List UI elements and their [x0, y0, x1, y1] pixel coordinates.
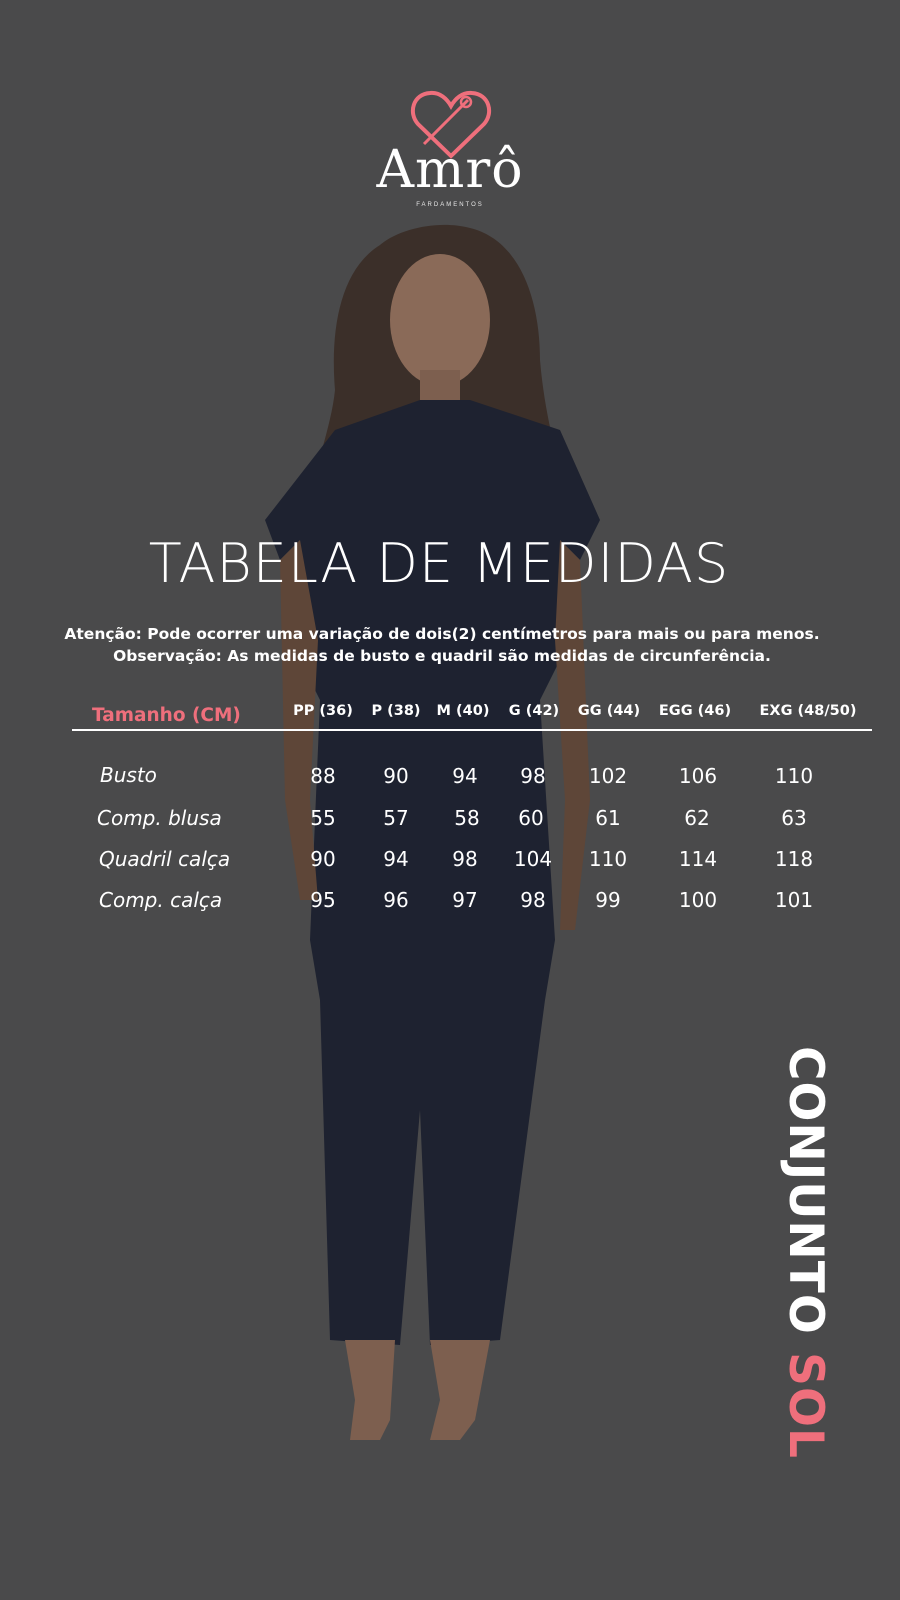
- table-cell: 94: [452, 764, 478, 788]
- table-cell: 62: [684, 806, 710, 830]
- row-label-comp-calca: Comp. calça: [99, 888, 223, 912]
- table-cell: 63: [781, 806, 807, 830]
- size-header: M (40): [436, 703, 490, 719]
- table-cell: 104: [513, 847, 553, 871]
- table-cell: 110: [588, 847, 628, 871]
- table-cell: 102: [588, 764, 628, 788]
- row-label-quadril-calca: Quadril calça: [99, 847, 231, 871]
- product-name-accent: SOL: [778, 1352, 833, 1459]
- table-cell: 98: [520, 888, 546, 912]
- size-header: G (42): [508, 703, 560, 719]
- size-header: PP (36): [293, 703, 353, 719]
- table-cell: 90: [383, 764, 409, 788]
- table-cell: 57: [383, 806, 409, 830]
- brand-name: Amrô: [376, 140, 524, 200]
- row-label-comp-blusa: Comp. blusa: [97, 806, 222, 830]
- row-label-busto: Busto: [100, 763, 157, 787]
- table-cell: 114: [678, 847, 718, 871]
- notice-observation: Observação: As medidas de busto e quadril são medidas de circunferência.: [113, 647, 771, 665]
- table-cell: 90: [310, 847, 336, 871]
- table-cell: 94: [383, 847, 409, 871]
- table-cell: 97: [452, 888, 478, 912]
- table-cell: 110: [774, 764, 814, 788]
- table-cell: 98: [452, 847, 478, 871]
- table-cell: 118: [774, 847, 814, 871]
- table-cell: 58: [454, 806, 480, 830]
- table-cell: 60: [518, 806, 544, 830]
- size-column-header: Tamanho (CM): [92, 705, 241, 726]
- size-header: GG (44): [577, 703, 641, 719]
- size-header: P (38): [371, 703, 421, 719]
- table-cell: 106: [678, 764, 718, 788]
- brand-subtitle: FARDAMENTOS: [416, 202, 484, 208]
- table-cell: 101: [774, 888, 814, 912]
- table-cell: 55: [310, 806, 336, 830]
- table-cell: 95: [310, 888, 336, 912]
- header-divider: [72, 729, 872, 731]
- table-cell: 88: [310, 764, 336, 788]
- product-name-main: CONJUNTO: [778, 1046, 833, 1335]
- table-cell: 99: [595, 888, 621, 912]
- table-cell: 96: [383, 888, 409, 912]
- page-title: TABELA DE MEDIDAS: [148, 532, 730, 595]
- table-cell: 100: [678, 888, 718, 912]
- size-header: EXG (48/50): [759, 703, 857, 719]
- table-cell: 98: [520, 764, 546, 788]
- table-cell: 61: [595, 806, 621, 830]
- size-header: EGG (46): [658, 703, 732, 719]
- product-name: [777, 1046, 833, 1459]
- notice-variation: Atenção: Pode ocorrer uma variação de dois(2) centímetros para mais ou para menos.: [64, 625, 820, 643]
